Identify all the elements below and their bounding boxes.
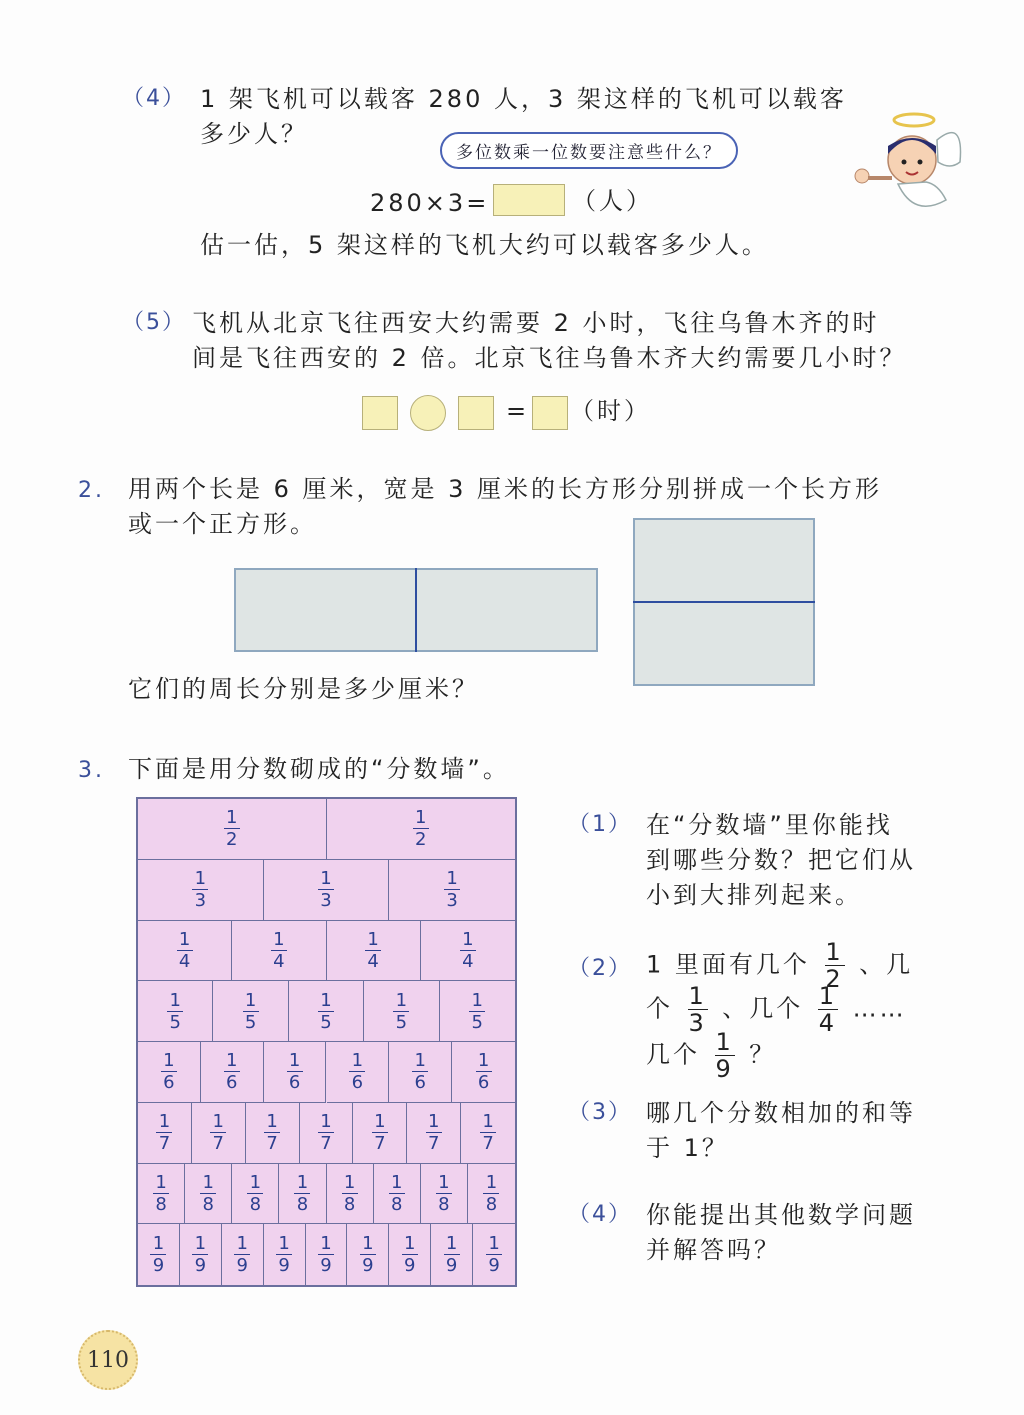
fraction-label — [436, 1173, 452, 1214]
fraction-label — [161, 1051, 177, 1092]
denominator: 9 — [278, 1255, 290, 1277]
fraction-label — [372, 1112, 388, 1153]
fraction-label — [469, 991, 485, 1032]
angel-speech-bubble: 多位数乘一位数要注意些什么？ — [440, 132, 738, 169]
fraction-label — [460, 930, 476, 971]
numerator: 1 — [427, 1111, 440, 1133]
denominator: 5 — [244, 1011, 257, 1033]
q4-estimate: 估一估，5 架这样的飞机大约可以载客多少人。 — [200, 231, 769, 259]
fraction-brick-1-5 — [364, 981, 439, 1042]
fraction-brick-1-5 — [289, 981, 364, 1042]
p3-sub4-label: （4） — [568, 1202, 632, 1227]
denominator: 8 — [296, 1193, 309, 1215]
numerator: 1 — [471, 989, 483, 1011]
p3-sub3-label: （3） — [568, 1100, 632, 1125]
p3-sub4-line2: 并解答吗？ — [646, 1236, 781, 1264]
numerator: 1 — [244, 989, 257, 1011]
angel-mascot-icon — [842, 100, 967, 218]
denominator: 5 — [395, 1011, 408, 1033]
numerator: 1 — [266, 1111, 278, 1133]
numerator: 1 — [249, 1171, 262, 1193]
numerator: 1 — [414, 1050, 426, 1072]
fraction-brick-1-5 — [213, 981, 288, 1042]
q5-operator-circle[interactable] — [410, 395, 446, 431]
denominator: 4 — [273, 950, 285, 972]
denominator: 6 — [288, 1072, 301, 1094]
numerator: 1 — [688, 982, 707, 1010]
fraction-brick-1-6 — [327, 1042, 390, 1103]
fraction-brick-1-9 — [180, 1224, 222, 1285]
denominator: 6 — [351, 1072, 364, 1094]
long-rectangle-divider — [415, 568, 417, 652]
fraction-brick-1-5 — [440, 981, 515, 1042]
fraction-label — [150, 1234, 166, 1275]
numerator: 1 — [194, 1233, 207, 1255]
denominator: 5 — [320, 1011, 332, 1033]
numerator: 1 — [236, 1233, 248, 1255]
fraction-label — [413, 808, 429, 849]
denominator: 8 — [438, 1193, 450, 1215]
fraction-brick-1-8 — [279, 1164, 326, 1225]
p3-sub2-row2 — [646, 984, 907, 1035]
denominator: 9 — [488, 1255, 500, 1277]
p2-number: 2. — [78, 478, 105, 503]
numerator: 1 — [152, 1233, 165, 1255]
numerator: 1 — [446, 868, 458, 890]
fraction-label — [224, 1051, 240, 1092]
numerator: 1 — [445, 1233, 458, 1255]
denominator: 7 — [158, 1133, 171, 1155]
denominator: 2 — [825, 965, 844, 993]
q5-unit: （时） — [570, 397, 651, 425]
q5-equals: = — [506, 397, 530, 425]
numerator: 1 — [226, 1050, 238, 1072]
fraction-label — [426, 1112, 442, 1153]
q5-label: （5） — [122, 310, 186, 335]
fraction-label — [480, 1112, 496, 1153]
fraction-one-fourth — [818, 984, 838, 1035]
fraction-brick-1-7 — [300, 1103, 354, 1164]
fraction-brick-1-5 — [138, 981, 213, 1042]
numerator: 1 — [155, 1171, 167, 1193]
p3-sub2-text5: …… — [852, 994, 907, 1023]
fraction-label — [365, 930, 381, 971]
numerator: 1 — [715, 1028, 734, 1056]
p3-sub3-line2: 于 1？ — [646, 1134, 729, 1162]
fraction-brick-1-9 — [306, 1224, 348, 1285]
fraction-brick-1-7 — [138, 1103, 192, 1164]
fraction-label — [224, 808, 240, 849]
denominator: 8 — [202, 1193, 214, 1215]
fraction-label — [247, 1173, 263, 1214]
p3-sub1-line3: 小到大排列起来。 — [646, 881, 862, 909]
p3-sub2-text3: 个 — [646, 994, 673, 1023]
denominator: 4 — [367, 950, 379, 972]
numerator: 1 — [288, 1050, 301, 1072]
fraction-brick-1-7 — [353, 1103, 407, 1164]
denominator: 7 — [427, 1133, 440, 1155]
fraction-label — [200, 1173, 216, 1214]
fraction-brick-1-9 — [473, 1224, 515, 1285]
fraction-label — [402, 1234, 418, 1275]
numerator: 1 — [226, 807, 238, 829]
numerator: 1 — [367, 928, 379, 950]
q5-line1: 飞机从北京飞往西安大约需要 2 小时，飞往乌鲁木齐的时 — [192, 309, 880, 337]
numerator: 1 — [320, 868, 332, 890]
page-number: 110 — [78, 1330, 138, 1390]
denominator: 8 — [343, 1193, 356, 1215]
fraction-brick-1-6 — [264, 1042, 327, 1103]
p3-sub4-line1: 你能提出其他数学问题 — [646, 1201, 916, 1229]
numerator: 1 — [488, 1233, 500, 1255]
p3-sub1-label: （1） — [568, 812, 632, 837]
fraction-label — [318, 1112, 334, 1153]
fraction-label — [483, 1173, 499, 1214]
fraction-brick-1-9 — [347, 1224, 389, 1285]
fraction-label — [318, 869, 334, 910]
denominator: 4 — [818, 1009, 838, 1037]
numerator: 1 — [415, 807, 427, 829]
fraction-brick-1-4 — [421, 921, 515, 982]
p3-sub2-row3 — [646, 1030, 776, 1081]
fraction-label — [476, 1051, 492, 1092]
fraction-label — [294, 1173, 310, 1214]
q4-unit: （人） — [572, 187, 653, 215]
p2-question: 它们的周长分别是多少厘米？ — [128, 675, 479, 703]
fraction-label — [318, 991, 334, 1032]
fraction-brick-1-8 — [374, 1164, 421, 1225]
q5-result-box[interactable] — [532, 396, 568, 430]
q5-operand-box-1[interactable] — [362, 396, 398, 430]
fraction-wall — [136, 797, 517, 1287]
fraction-label — [177, 930, 193, 971]
denominator: 8 — [249, 1193, 262, 1215]
denominator: 9 — [194, 1255, 207, 1277]
fraction-label — [210, 1112, 226, 1153]
denominator: 7 — [266, 1133, 278, 1155]
numerator: 1 — [320, 1111, 332, 1133]
denominator: 2 — [415, 829, 427, 851]
denominator: 3 — [688, 1009, 707, 1037]
numerator: 1 — [273, 928, 285, 950]
fraction-one-third — [688, 984, 708, 1035]
denominator: 3 — [320, 890, 332, 912]
numerator: 1 — [374, 1111, 386, 1133]
fraction-label — [243, 991, 259, 1032]
p3-sub2-text2: 、几 — [859, 950, 914, 979]
numerator: 1 — [477, 1050, 490, 1072]
denominator: 6 — [226, 1072, 238, 1094]
fraction-brick-1-8 — [232, 1164, 279, 1225]
denominator: 3 — [446, 890, 458, 912]
numerator: 1 — [169, 989, 181, 1011]
fraction-label — [389, 1173, 405, 1214]
denominator: 6 — [163, 1072, 175, 1094]
fraction-brick-1-7 — [246, 1103, 300, 1164]
fraction-label — [393, 991, 409, 1032]
numerator: 1 — [212, 1111, 224, 1133]
denominator: 9 — [404, 1255, 416, 1277]
numerator: 1 — [320, 1233, 332, 1255]
fraction-label — [276, 1234, 292, 1275]
fraction-brick-1-6 — [452, 1042, 515, 1103]
p3-sub2-text1: 1 里面有几个 — [646, 950, 810, 979]
fraction-brick-1-8 — [468, 1164, 515, 1225]
numerator: 1 — [818, 982, 838, 1010]
p3-intro: 下面是用分数砌成的“分数墙”。 — [128, 755, 510, 783]
fraction-label — [318, 1234, 334, 1275]
fraction-brick-1-7 — [192, 1103, 246, 1164]
numerator: 1 — [194, 868, 207, 890]
p3-sub1-line1: 在“分数墙”里你能找 — [646, 811, 893, 839]
fraction-brick-1-9 — [431, 1224, 473, 1285]
denominator: 6 — [477, 1072, 490, 1094]
denominator: 8 — [390, 1193, 403, 1215]
denominator: 9 — [320, 1255, 332, 1277]
fraction-brick-1-2 — [138, 799, 327, 860]
denominator: 5 — [471, 1011, 483, 1033]
p2-line2: 或一个正方形。 — [128, 510, 317, 538]
numerator: 1 — [362, 1233, 374, 1255]
fraction-label — [349, 1051, 365, 1092]
fraction-brick-1-8 — [327, 1164, 374, 1225]
fraction-label — [234, 1234, 250, 1275]
numerator: 1 — [178, 928, 191, 950]
fraction-label — [153, 1173, 169, 1214]
square-divider — [633, 601, 815, 603]
numerator: 1 — [438, 1171, 450, 1193]
fraction-label — [444, 869, 460, 910]
denominator: 9 — [445, 1255, 458, 1277]
fraction-brick-1-9 — [264, 1224, 306, 1285]
denominator: 7 — [374, 1133, 386, 1155]
fraction-brick-1-8 — [185, 1164, 232, 1225]
fraction-brick-1-4 — [232, 921, 326, 982]
q4-label: （4） — [122, 86, 186, 111]
numerator: 1 — [462, 928, 474, 950]
q4-answer-box[interactable] — [493, 184, 565, 216]
denominator: 7 — [482, 1133, 494, 1155]
fraction-label — [167, 991, 183, 1032]
q4-line2: 多少人？ — [200, 120, 308, 148]
q5-line2: 间是飞往西安的 2 倍。北京飞往乌鲁木齐大约需要几小时？ — [192, 344, 907, 372]
fraction-brick-1-7 — [407, 1103, 461, 1164]
q4-line1: 1 架飞机可以载客 280 人，3 架这样的飞机可以载客 — [200, 85, 847, 113]
denominator: 5 — [169, 1011, 181, 1033]
numerator: 1 — [395, 989, 408, 1011]
fraction-label — [486, 1234, 502, 1275]
denominator: 7 — [212, 1133, 224, 1155]
p3-sub2-text4: 、几个 — [722, 994, 804, 1023]
denominator: 9 — [152, 1255, 165, 1277]
fraction-brick-1-6 — [201, 1042, 264, 1103]
fraction-label — [360, 1234, 376, 1275]
p3-sub2-text6: 几个 — [646, 1040, 700, 1069]
numerator: 1 — [390, 1171, 403, 1193]
denominator: 7 — [320, 1133, 332, 1155]
denominator: 9 — [715, 1055, 734, 1083]
fraction-brick-1-6 — [389, 1042, 452, 1103]
numerator: 1 — [343, 1171, 356, 1193]
numerator: 1 — [202, 1171, 214, 1193]
p3-sub2-label: （2） — [568, 956, 632, 981]
fraction-label — [192, 1234, 208, 1275]
fraction-brick-1-4 — [327, 921, 421, 982]
fraction-brick-1-9 — [222, 1224, 264, 1285]
fraction-label — [156, 1112, 172, 1153]
fraction-brick-1-7 — [461, 1103, 515, 1164]
q5-operand-box-2[interactable] — [458, 396, 494, 430]
fraction-label — [264, 1112, 280, 1153]
fraction-brick-1-9 — [138, 1224, 180, 1285]
denominator: 3 — [194, 890, 207, 912]
fraction-brick-1-3 — [389, 860, 515, 921]
denominator: 4 — [462, 950, 474, 972]
denominator: 9 — [362, 1255, 374, 1277]
fraction-label — [444, 1234, 460, 1275]
numerator: 1 — [485, 1171, 498, 1193]
fraction-brick-1-9 — [389, 1224, 431, 1285]
fraction-brick-1-3 — [264, 860, 390, 921]
numerator: 1 — [278, 1233, 290, 1255]
denominator: 4 — [178, 950, 191, 972]
fraction-brick-1-8 — [421, 1164, 468, 1225]
denominator: 9 — [236, 1255, 248, 1277]
numerator: 1 — [351, 1050, 364, 1072]
fraction-brick-1-3 — [138, 860, 264, 921]
p3-sub1-line2: 到哪些分数？把它们从 — [646, 846, 916, 874]
denominator: 2 — [226, 829, 238, 851]
fraction-one-ninth — [715, 1030, 735, 1081]
fraction-label — [271, 930, 287, 971]
fraction-brick-1-2 — [327, 799, 516, 860]
numerator: 1 — [404, 1233, 416, 1255]
numerator: 1 — [163, 1050, 175, 1072]
denominator: 8 — [155, 1193, 167, 1215]
numerator: 1 — [296, 1171, 309, 1193]
fraction-brick-1-8 — [138, 1164, 185, 1225]
numerator: 1 — [825, 938, 844, 966]
p3-sub2-text7: ？ — [749, 1040, 777, 1069]
numerator: 1 — [158, 1111, 171, 1133]
fraction-label — [342, 1173, 358, 1214]
p3-number: 3. — [78, 758, 105, 783]
q4-equation: 280×3= — [370, 189, 490, 217]
numerator: 1 — [482, 1111, 494, 1133]
p3-sub3-line1: 哪几个分数相加的和等 — [646, 1099, 916, 1127]
denominator: 8 — [485, 1193, 498, 1215]
fraction-brick-1-4 — [138, 921, 232, 982]
fraction-label — [192, 869, 208, 910]
denominator: 6 — [414, 1072, 426, 1094]
numerator: 1 — [320, 989, 332, 1011]
p2-line1: 用两个长是 6 厘米，宽是 3 厘米的长方形分别拼成一个长方形 — [128, 475, 883, 503]
fraction-brick-1-6 — [138, 1042, 201, 1103]
fraction-label — [287, 1051, 303, 1092]
fraction-label — [412, 1051, 428, 1092]
